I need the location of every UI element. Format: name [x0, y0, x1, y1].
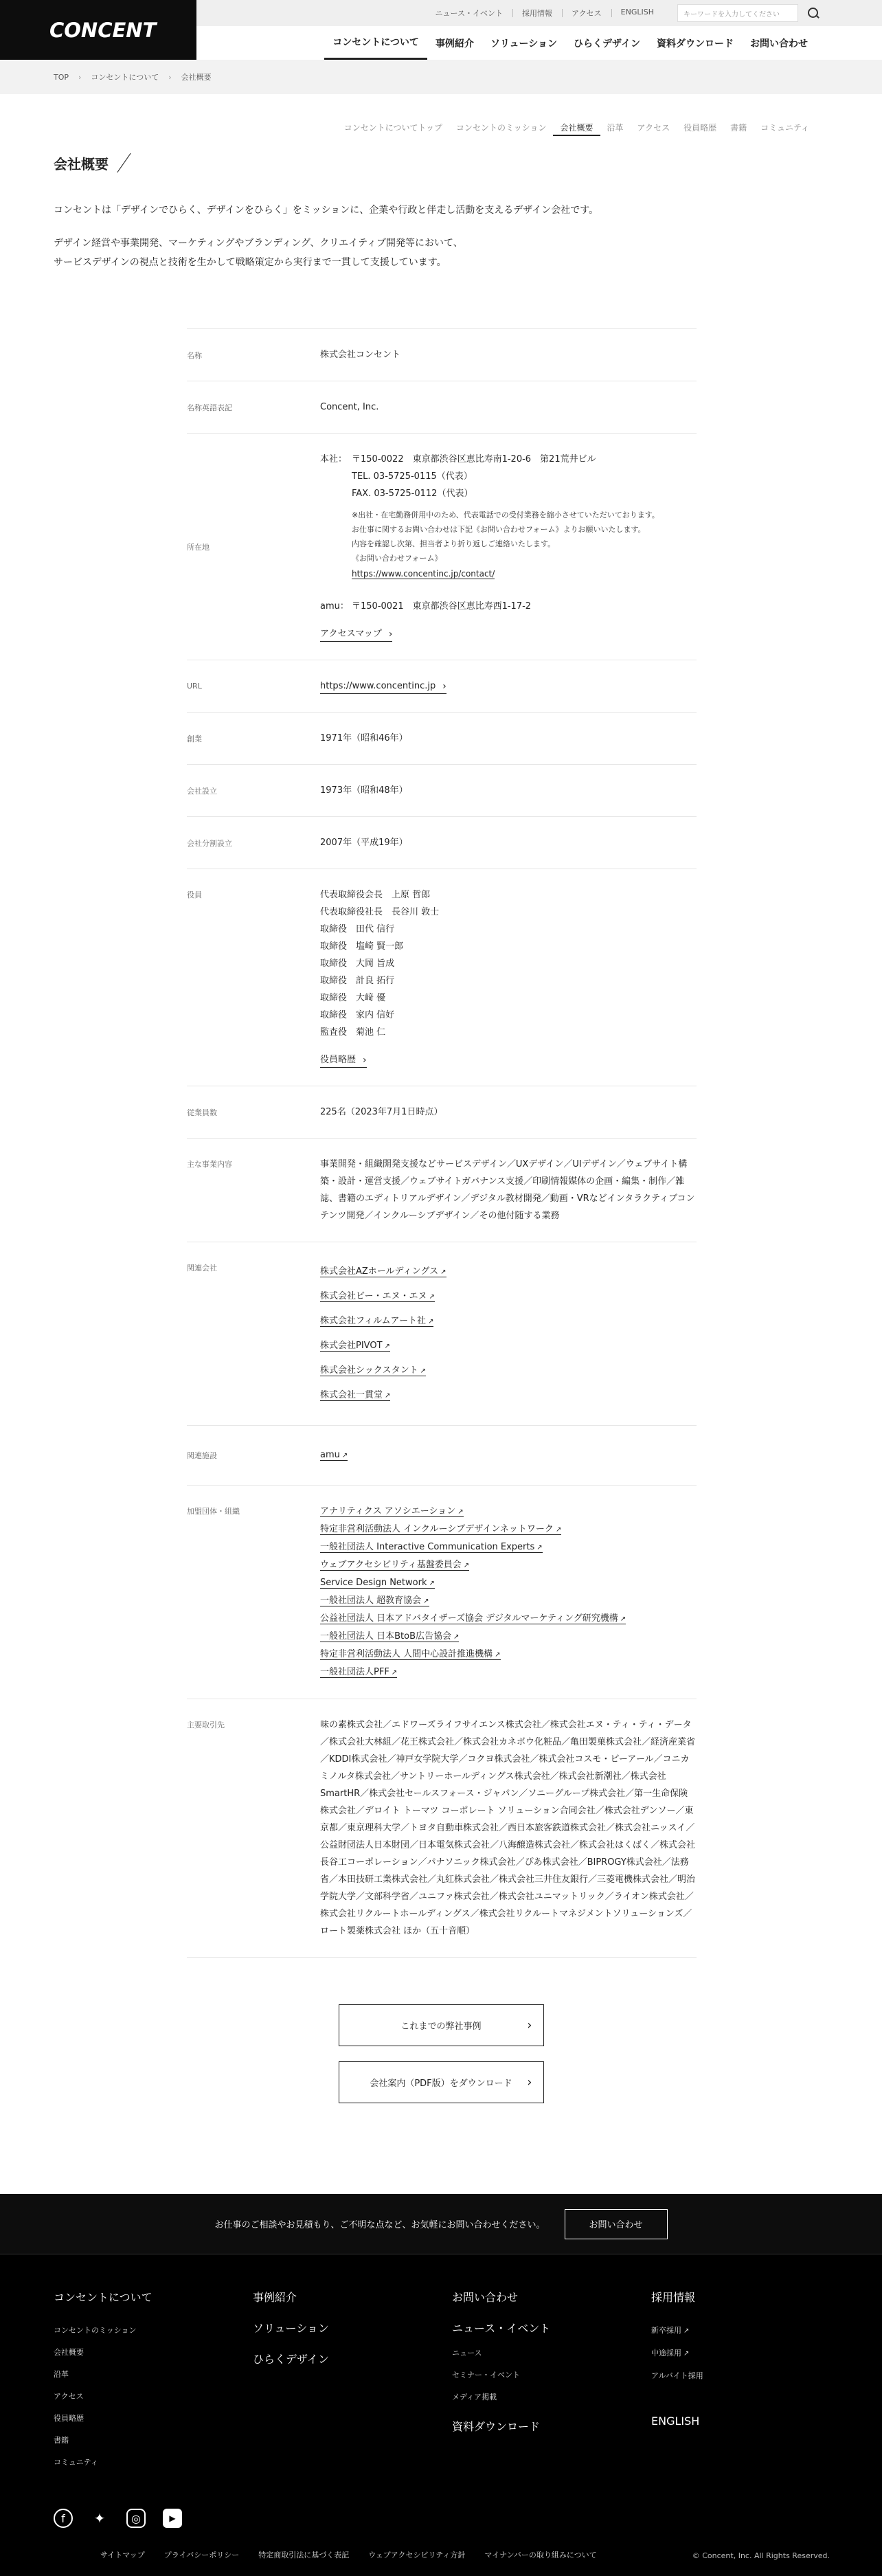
- footer-link[interactable]: [651, 2342, 789, 2365]
- cta-buttons: [0, 2004, 882, 2103]
- legal-link[interactable]: プライバシーポリシー: [163, 2551, 240, 2560]
- organization-link[interactable]: [320, 1646, 697, 1664]
- twitter-icon[interactable]: ✦: [93, 2510, 106, 2527]
- link-text[interactable]: ウェブアクセシビリティ基盤委員会 ↗: [320, 1560, 469, 1571]
- footer-col-works: [253, 2289, 452, 2474]
- address: [320, 451, 697, 642]
- nav-solution[interactable]: ソリューション: [490, 38, 557, 49]
- footer-col-recruit: [651, 2289, 789, 2474]
- link-text[interactable]: Service Design Network ↗: [320, 1578, 435, 1589]
- hq-key: 本社：: [320, 454, 348, 464]
- footer-col-about: [54, 2289, 253, 2474]
- footer-heading[interactable]: ニュース・イベント: [452, 2322, 551, 2335]
- table-row: [187, 1486, 697, 1699]
- organization-link[interactable]: [320, 1610, 697, 1628]
- organization-link[interactable]: [320, 1664, 697, 1681]
- contact-form-link[interactable]: https://www.concentinc.jp/contact/: [352, 569, 495, 579]
- table-row: [187, 329, 697, 381]
- organization-link[interactable]: [320, 1592, 697, 1610]
- pdf-download-button[interactable]: 会社案内（PDF版）をダウンロード ›: [339, 2061, 544, 2103]
- row-label: 名称: [187, 350, 202, 360]
- row-label: 所在地: [187, 542, 210, 552]
- link-text[interactable]: 特定非営利活動法人 インクルーシブデザインネットワーク ↗: [320, 1524, 561, 1535]
- intro: [0, 201, 882, 272]
- util-link-access[interactable]: アクセス: [562, 8, 611, 19]
- legal-links: [100, 2549, 597, 2560]
- clients: 味の素株式会社／エドワーズライフサイエンス株式会社／株式会社エヌ・ティ・ティ・データ／株式会社大林組／花王株式会社／株式会社カネボウ化粧品／亀田製菓株式会社／経済産業省／KDDI株式会社／神戸女学院大学／コクヨ株式会社／株式会社コスモ・ピーアール／コニカミノルタ株式会社／サントリーホールディングス株式会社／株式会社新潮社／株式会社SmartHR／株式会社セールスフォース・ジャパン／ソニーグループ株式会社／第一生命保険株式会社／デロイト トーマツ コーポレート ソリューション合同会社／株式会社デンソー／東京都／東京理科大学／トヨタ自動車株式会社／西日本旅客鉄道株式会社／株式会社ニッスイ／公益財団法人日本財団／日本電気株式会社／八海醸造株式会社／株式会社はくばく／株式会社 長谷工コーポレーション／パナソニック株式会社／ぴあ株式会社／BIPROGY株式会社／法務省／本田技研工業株式会社／丸紅株式会社／株式会社三井住友銀行／三菱電機株式会社／明治学院大学／文部科学省／ユニファ株式会社／株式会社ユニマットリック／ライオン株式会社／株式会社リクルートホールディングス／株式会社リクルートマネジメントソリューションズ／ロート製薬株式会社 ほか（五十音順）: [320, 1720, 696, 1936]
- util-link-news[interactable]: ニュース・イベント: [435, 9, 503, 18]
- table-row: [187, 660, 697, 713]
- instagram-icon[interactable]: ◎: [126, 2509, 146, 2528]
- subnav-books[interactable]: 書籍: [730, 123, 747, 133]
- link-text[interactable]: 一般社団法人 Interactive Communication Experts ↗: [320, 1542, 543, 1553]
- phone-note: [352, 508, 659, 565]
- legal-link[interactable]: 特定商取引法に基づく表記: [258, 2551, 350, 2560]
- officer: 代表取締役社長 長谷川 敦士: [320, 907, 440, 917]
- link-text[interactable]: 株式会社フィルムアート社 ↗: [320, 1316, 433, 1327]
- table-row: [187, 381, 697, 434]
- related-company-link[interactable]: [320, 1284, 697, 1309]
- url-link[interactable]: https://www.concentinc.jp ›: [320, 680, 446, 694]
- organization-link[interactable]: [320, 1556, 697, 1574]
- search-input[interactable]: キーワードを入力してください: [677, 4, 798, 22]
- link-text[interactable]: 株式会社シックスタント ↗: [320, 1365, 426, 1376]
- related-company-link[interactable]: [320, 1309, 697, 1334]
- nav-works[interactable]: 事例紹介: [435, 38, 474, 49]
- row-label: 会社設立: [187, 786, 217, 796]
- copyright: © Concent, Inc. All Rights Reserved.: [692, 2551, 830, 2560]
- table-row: [187, 869, 697, 1086]
- nav-download[interactable]: 資料ダウンロード: [657, 38, 734, 49]
- subnav-profile[interactable]: 会社概要: [553, 122, 600, 136]
- company-name: 株式会社コンセント: [320, 350, 401, 360]
- officers: [320, 886, 697, 1068]
- footer-link[interactable]: 沿革: [54, 2370, 69, 2379]
- nav-hiraku-design[interactable]: ひらくデザイン: [573, 38, 640, 49]
- link-text[interactable]: 株式会社AZホールディングス ↗: [320, 1266, 446, 1277]
- note-line: ※出社・在宅勤務併用中のため、代表電話での受付業務を縮小させていただいております。: [352, 511, 659, 519]
- business: 事業開発・組織開発支援などサービスデザイン／UXデザイン／UIデザイン／ウェブサイト構築・設計・運営支援／ウェブサイトガバナンス支援／印刷情報媒体の企画・編集・制作／雑誌、書籍のエディトリアルデザイン／デジタル教材開発／動画・VRなどインタラクティブコンテンツ開発／インクルーシブデザイン／その他付随する業務: [320, 1159, 695, 1221]
- table-row: [187, 1086, 697, 1139]
- row-label: 加盟団体・組織: [187, 1507, 240, 1516]
- facility-link[interactable]: [320, 1443, 697, 1468]
- organization-link[interactable]: [320, 1503, 697, 1521]
- page-title-wrap: [0, 151, 882, 175]
- footer-heading[interactable]: 採用情報: [651, 2291, 696, 2304]
- footer-link[interactable]: [651, 2320, 789, 2342]
- footer-english-link[interactable]: ENGLISH: [651, 2415, 700, 2428]
- subnav-access[interactable]: アクセス: [637, 123, 670, 133]
- footer: [0, 2254, 882, 2576]
- organization-link[interactable]: [320, 1521, 697, 1538]
- social-links: [54, 2509, 182, 2528]
- related-company-link[interactable]: [320, 1358, 697, 1383]
- footer-col-contact: [452, 2289, 651, 2474]
- footer-heading[interactable]: ひらくデザイン: [253, 2353, 329, 2366]
- footer-link[interactable]: アルバイト採用: [651, 2371, 703, 2380]
- link-text[interactable]: 特定非営利活動法人 人間中心設計推進機構 ↗: [320, 1649, 501, 1660]
- access-map-link[interactable]: アクセスマップ ›: [320, 627, 392, 642]
- search-icon[interactable]: [806, 6, 820, 20]
- intro-text-2: [54, 234, 882, 272]
- footer-link[interactable]: コミュニティ: [54, 2458, 98, 2467]
- subnav-about-top[interactable]: コンセントについてトップ: [343, 123, 442, 133]
- organization-link[interactable]: [320, 1574, 697, 1592]
- row-label: 従業員数: [187, 1108, 217, 1117]
- officer: 取締役 家内 信好: [320, 1010, 395, 1020]
- site-header: [0, 0, 882, 60]
- officer: 取締役 田代 信行: [320, 924, 395, 934]
- hq-address: 〒150-0022 東京都渋谷区恵比寿南1-20-6 第21荒井ビル: [352, 454, 596, 464]
- link-text[interactable]: 一般社団法人 日本BtoB広告協会 ↗: [320, 1631, 459, 1642]
- link-text[interactable]: 中途採用 ↗: [651, 2349, 689, 2357]
- subnav-mission[interactable]: コンセントのミッション: [455, 123, 547, 133]
- link-text[interactable]: 株式会社ビー・エヌ・エヌ ↗: [320, 1291, 435, 1302]
- intro-text-1: コンセントは「デザインでひらく、デザインをひらく」をミッションに、企業や行政と伴走し活動を支えるデザイン会社です。: [54, 205, 599, 216]
- contact-text: お仕事のご相談やお見積もり、ご不明な点など、お気軽にお問い合わせください。: [214, 2220, 545, 2230]
- table-row: [187, 1139, 697, 1242]
- intro-text-2b: サービスデザインの視点と技術を生かして戦略策定から実行まで一貫して支援しています。: [54, 257, 446, 268]
- legal-link[interactable]: マイナンバーの取り組みについて: [484, 2551, 597, 2560]
- util-link-english[interactable]: ENGLISH: [611, 8, 664, 19]
- footer-heading[interactable]: コンセントについて: [54, 2291, 152, 2304]
- split-established: 2007年（平成19年）: [320, 838, 408, 848]
- intro-text-2a: デザイン経営や事業開発、マーケティングやブランディング、クリエイティブ開発等において、: [54, 238, 463, 249]
- hq-fax: FAX. 03-5725-0112（代表）: [352, 489, 473, 499]
- table-row: [187, 817, 697, 869]
- organization-link[interactable]: [320, 1538, 697, 1556]
- footer-link[interactable]: 役員略歴: [54, 2414, 84, 2423]
- officer: 代表取締役会長 上原 哲郎: [320, 890, 431, 900]
- table-row: [187, 713, 697, 765]
- founded: 1971年（昭和46年）: [320, 733, 408, 743]
- footer-heading[interactable]: 資料ダウンロード: [452, 2420, 541, 2433]
- note-line: 《お問い合わせフォーム》: [352, 554, 442, 563]
- breadcrumb-about[interactable]: コンセントについて: [91, 73, 159, 82]
- logo-area[interactable]: [0, 0, 196, 60]
- employees: 225名（2023年7月1日時点）: [320, 1107, 443, 1117]
- chevron-right-icon: ›: [168, 72, 172, 82]
- footer-link[interactable]: アクセス: [54, 2392, 84, 2401]
- table-row: [187, 1699, 697, 1958]
- youtube-icon[interactable]: ▶: [163, 2509, 182, 2528]
- facebook-icon[interactable]: f: [54, 2509, 73, 2528]
- subnav-community[interactable]: コミュニティ: [760, 123, 809, 133]
- link-text[interactable]: amu ↗: [320, 1450, 348, 1461]
- link-text[interactable]: アナリティクス アソシエーション ↗: [320, 1506, 464, 1517]
- related-company-link[interactable]: [320, 1259, 697, 1284]
- row-label: 創業: [187, 734, 202, 743]
- table-row: [187, 1426, 697, 1486]
- link-text[interactable]: 一般社団法人PFF ↗: [320, 1667, 397, 1678]
- row-label: 主要取引先: [187, 1721, 225, 1729]
- officers-more-link[interactable]: 役員略歴 ›: [320, 1053, 367, 1068]
- link-text[interactable]: 公益社団法人 日本アドバタイザーズ協会 デジタルマーケティング研究機構 ↗: [320, 1613, 626, 1624]
- related-company-link[interactable]: [320, 1334, 697, 1358]
- link-text[interactable]: 株式会社PIVOT ↗: [320, 1341, 390, 1352]
- hq-tel: TEL. 03-5725-0115（代表）: [352, 471, 473, 482]
- table-row: [187, 765, 697, 817]
- note-line: お仕事に関するお問い合わせは下記《お問い合わせフォーム》よりお願いいたします。: [352, 525, 646, 534]
- legal-link[interactable]: ウェブアクセシビリティ方針: [368, 2551, 466, 2560]
- officer: 取締役 塩崎 賢一郎: [320, 941, 404, 952]
- footer-heading[interactable]: お問い合わせ: [452, 2291, 519, 2304]
- row-label: 名称英語表記: [187, 403, 232, 412]
- organization-link[interactable]: [320, 1628, 697, 1646]
- footer-link[interactable]: ニュース: [452, 2349, 482, 2357]
- link-text[interactable]: 一般社団法人 超教育協会 ↗: [320, 1595, 429, 1606]
- company-info-table: [187, 328, 697, 1958]
- related-companies: [320, 1259, 697, 1408]
- table-row: [187, 434, 697, 660]
- officer: 監査役 菊池 仁: [320, 1027, 386, 1038]
- legal-link[interactable]: サイトマップ: [100, 2551, 145, 2560]
- contact-button[interactable]: お問い合わせ: [565, 2209, 668, 2239]
- officer: 取締役 計良 拓行: [320, 976, 395, 986]
- amu-key: amu：: [320, 601, 349, 612]
- chevron-right-icon: ›: [78, 72, 82, 82]
- footer-link[interactable]: メディア掲載: [452, 2393, 497, 2401]
- company-name-en: Concent, Inc.: [320, 402, 379, 412]
- subnav-officers[interactable]: 役員略歴: [683, 123, 717, 133]
- nav-about[interactable]: コンセントについて: [324, 26, 427, 60]
- main-nav: [196, 26, 882, 60]
- established: 1973年（昭和48年）: [320, 785, 408, 796]
- footer-link[interactable]: 会社概要: [54, 2348, 84, 2357]
- works-button[interactable]: これまでの弊社事例 ›: [339, 2004, 544, 2046]
- note-line: 内容を確認し次第、担当者より折り返しご連絡いたします。: [352, 539, 556, 548]
- logo[interactable]: CONCENT: [49, 18, 157, 42]
- footer-heading[interactable]: 事例紹介: [253, 2291, 297, 2304]
- breadcrumb-top[interactable]: TOP: [54, 72, 69, 82]
- row-label: 関連会社: [187, 1264, 217, 1273]
- member-organizations: [320, 1503, 697, 1681]
- row-label: 主な事業内容: [187, 1160, 232, 1169]
- breadcrumb: [0, 60, 882, 94]
- footer-link[interactable]: 書籍: [54, 2436, 69, 2445]
- page-title: 会社概要: [54, 155, 109, 172]
- sub-nav: [0, 122, 882, 136]
- util-link-recruit[interactable]: 採用情報: [512, 8, 562, 19]
- link-text[interactable]: 株式会社一貫堂 ↗: [320, 1390, 390, 1401]
- subnav-history[interactable]: 沿革: [607, 123, 624, 133]
- footer-link[interactable]: コンセントのミッション: [54, 2326, 137, 2335]
- amu-address: 〒150-0021 東京都渋谷区恵比寿西1-17-2: [352, 601, 532, 612]
- breadcrumb-current: 会社概要: [181, 73, 212, 82]
- footer-heading[interactable]: ソリューション: [253, 2322, 329, 2335]
- officer: 取締役 大﨑 優: [320, 993, 386, 1003]
- contact-bar: [0, 2194, 882, 2254]
- footer-link[interactable]: セミナー・イベント: [452, 2371, 520, 2379]
- slash-decoration: [117, 153, 131, 172]
- officer: 取締役 大岡 旨成: [320, 959, 395, 969]
- link-text[interactable]: 新卒採用 ↗: [651, 2326, 689, 2335]
- row-label: URL: [187, 682, 202, 691]
- row-label: 関連施設: [187, 1451, 217, 1460]
- table-row: [187, 1242, 697, 1426]
- row-label: 役員: [187, 891, 202, 899]
- utility-bar: [196, 0, 882, 26]
- related-company-link[interactable]: [320, 1383, 697, 1408]
- nav-contact[interactable]: お問い合わせ: [750, 38, 808, 49]
- row-label: 会社分割設立: [187, 838, 232, 848]
